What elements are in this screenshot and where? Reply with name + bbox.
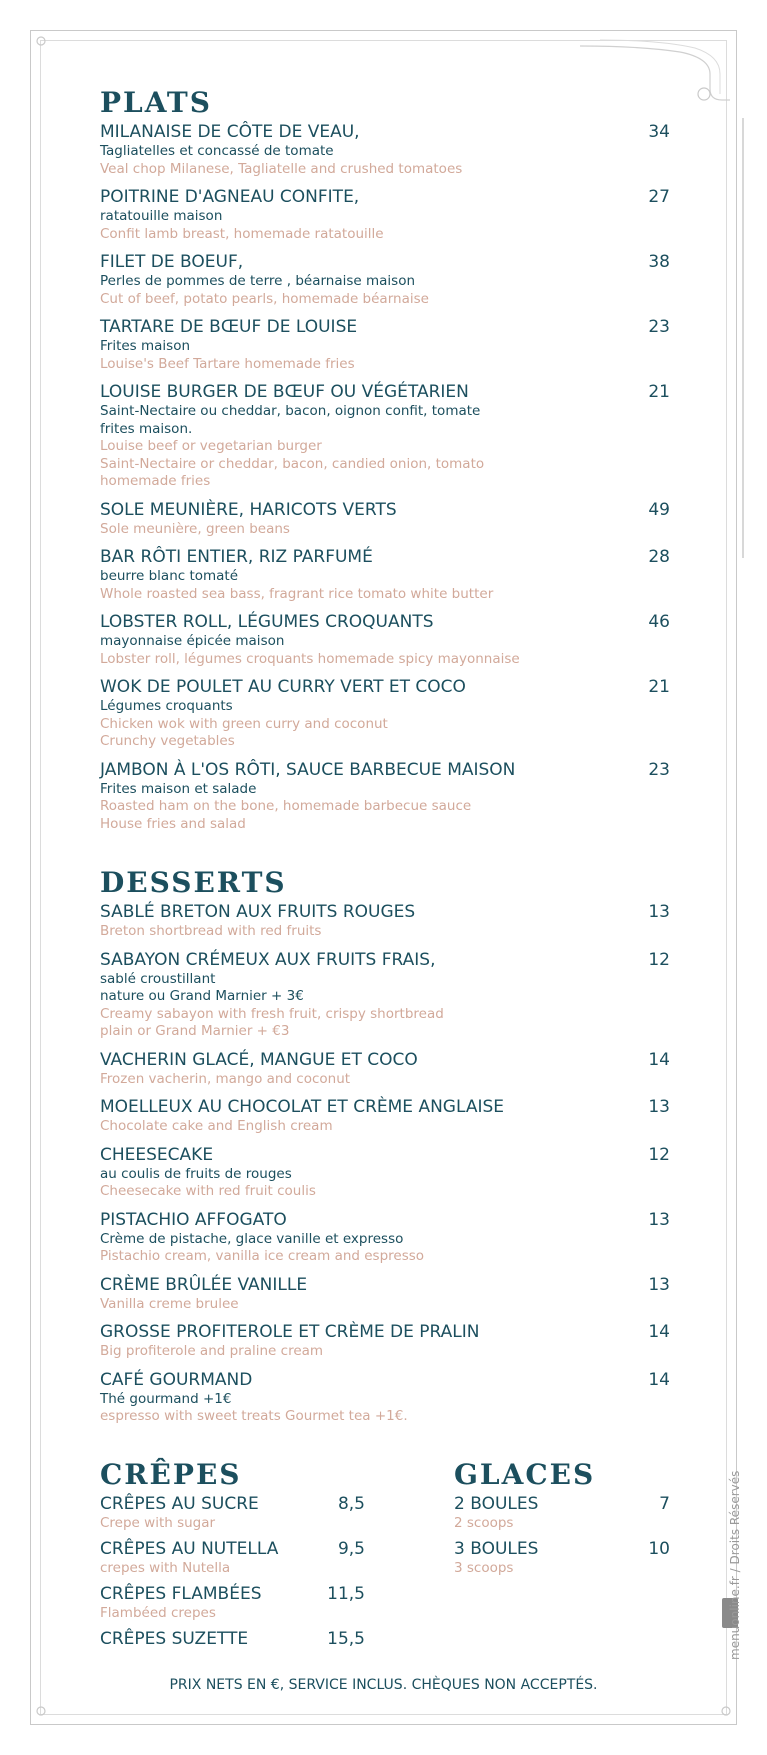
item-title: CRÊPES SUZETTE (100, 1629, 249, 1649)
menu-item (100, 252, 670, 308)
item-description: beurre blanc tomaté (100, 568, 239, 584)
menu-item (100, 382, 670, 491)
item-translation: House fries and salad (100, 815, 246, 832)
credit-text: menuonline.fr / Droits Réservés (728, 1470, 742, 1660)
item-title: MILANAISE DE CÔTE DE VEAU, (100, 122, 360, 142)
item-price: 13 (648, 1097, 670, 1117)
item-title: CAFÉ GOURMAND (100, 1369, 253, 1390)
item-title: LOBSTER ROLL, LÉGUMES CROQUANTS (100, 612, 434, 632)
item-translation: Roasted ham on the bone, homemade barbecue sauce (100, 798, 472, 814)
item-title: PISTACHIO AFFOGATO (100, 1209, 287, 1230)
item-translation: Whole roasted sea bass, fragrant rice tomato white butter (100, 585, 494, 602)
item-translation: Veal chop Milanese, Tagliatelle and crushed tomatoes (100, 160, 463, 177)
menu-item (100, 122, 670, 178)
item-price: 46 (648, 612, 670, 632)
item-description: Frites maison et salade (100, 780, 257, 797)
item-translation: crepes with Nutella (100, 1560, 231, 1576)
item-price: 23 (648, 759, 670, 780)
menu-item (100, 1629, 365, 1650)
item-price: 10 (648, 1539, 670, 1559)
item-price: 21 (648, 677, 670, 697)
item-title: GROSSE PROFITEROLE ET CRÈME DE PRALIN (100, 1322, 480, 1342)
menu-item (100, 612, 670, 668)
item-price: 27 (648, 187, 670, 207)
item-title: 3 BOULES (454, 1539, 539, 1559)
item-translation: Confit lamb breast, homemade ratatouille (100, 225, 384, 242)
item-translation: Saint-Nectaire or cheddar, bacon, candied onion, tomato (100, 455, 485, 472)
menu-item (100, 1275, 670, 1314)
menu-item (100, 187, 670, 243)
item-price: 8,5 (337, 1494, 365, 1514)
item-description: Légumes croquants (100, 698, 233, 714)
item-translation: Crepe with sugar (100, 1515, 216, 1531)
section-heading-desserts: DESSERTS (100, 866, 287, 899)
item-translation: Frozen vacherin, mango and coconut (100, 1070, 351, 1087)
item-price: 28 (648, 547, 670, 567)
item-translation: Creamy sabayon with fresh fruit, crispy shortbread (100, 1005, 444, 1022)
section-heading-plats: PLATS (100, 86, 212, 119)
item-translation: Lobster roll, légumes croquants homemade spicy mayonnaise (100, 650, 520, 667)
menu-item (100, 1539, 365, 1578)
menu-item (100, 1322, 670, 1361)
item-price: 7 (659, 1494, 670, 1514)
item-description: Saint-Nectaire ou cheddar, bacon, oignon confit, tomate (100, 403, 481, 419)
item-description: ratatouille maison (100, 208, 223, 224)
corner-ornament-top-left (28, 28, 78, 78)
item-translation: Louise beef or vegetarian burger (100, 438, 322, 454)
menu-item (100, 950, 670, 1041)
item-title: BAR RÔTI ENTIER, RIZ PARFUMÉ (100, 547, 373, 567)
item-description: Tagliatelles et concassé de tomate (100, 143, 334, 159)
item-title: CHEESECAKE (100, 1144, 214, 1165)
item-translation: Louise's Beef Tartare homemade fries (100, 355, 355, 372)
item-price: 49 (648, 499, 670, 520)
item-title: TARTARE DE BŒUF DE LOUISE (100, 317, 358, 337)
item-price: 21 (648, 382, 670, 402)
menu-item (454, 1494, 670, 1533)
item-title: FILET DE BOEUF, (100, 252, 244, 272)
item-translation: Chicken wok with green curry and coconut (100, 715, 388, 732)
item-description: mayonnaise épicée maison (100, 633, 285, 649)
menu-item (100, 1210, 670, 1266)
menu-item (100, 1097, 670, 1136)
item-price: 11,5 (327, 1584, 365, 1604)
item-title: SABAYON CRÉMEUX AUX FRUITS FRAIS, (100, 949, 436, 970)
item-price: 12 (648, 1144, 670, 1165)
menu-item (100, 500, 670, 539)
menu-item (100, 547, 670, 603)
item-translation: Vanilla creme brulee (100, 1295, 239, 1312)
item-title: LOUISE BURGER DE BŒUF OU VÉGÉTARIEN (100, 382, 469, 402)
item-price: 9,5 (337, 1539, 365, 1559)
item-translation: 3 scoops (454, 1560, 514, 1576)
item-price: 23 (648, 317, 670, 337)
item-translation: Sole meunière, green beans (100, 520, 290, 537)
item-translation: Crunchy vegetables (100, 733, 235, 749)
item-title: CRÊPES FLAMBÉES (100, 1584, 262, 1604)
menu-item (454, 1539, 670, 1578)
item-title: SOLE MEUNIÈRE, HARICOTS VERTS (100, 499, 397, 520)
item-price: 15,5 (327, 1629, 365, 1649)
item-price: 12 (648, 949, 670, 970)
item-translation: Flambéed crepes (100, 1605, 216, 1621)
item-title: JAMBON À L'OS RÔTI, SAUCE BARBECUE MAISON (100, 759, 516, 780)
section-heading-glaces: GLACES (454, 1458, 596, 1491)
item-title: 2 BOULES (454, 1494, 539, 1514)
item-translation: Pistachio cream, vanilla ice cream and espresso (100, 1248, 425, 1264)
menu-item (100, 1584, 365, 1623)
item-price: 13 (648, 1209, 670, 1230)
item-translation: espresso with sweet treats Gourmet tea +1€. (100, 1408, 408, 1424)
item-price: 14 (648, 1049, 670, 1070)
item-price: 13 (648, 902, 670, 922)
section-heading-crepes: CRÊPES (100, 1458, 242, 1491)
item-title: MOELLEUX AU CHOCOLAT ET CRÈME ANGLAISE (100, 1097, 505, 1117)
item-description: Crème de pistache, glace vanille et expresso (100, 1230, 404, 1247)
item-price: 14 (648, 1369, 670, 1390)
item-price: 34 (648, 122, 670, 142)
item-title: CRÊPES AU NUTELLA (100, 1539, 279, 1559)
menu-item (100, 677, 670, 751)
menu-item (100, 760, 670, 834)
item-description: nature ou Grand Marnier + 3€ (100, 988, 304, 1004)
menu-item (100, 902, 670, 941)
menu-item (100, 1494, 365, 1533)
item-translation: 2 scoops (454, 1515, 514, 1531)
item-title: VACHERIN GLACÉ, MANGUE ET COCO (100, 1049, 418, 1070)
menu-item (100, 1145, 670, 1201)
item-description: Perles de pommes de terre , béarnaise maison (100, 273, 416, 289)
menu-item (100, 1370, 670, 1426)
item-title: CRÊPES AU SUCRE (100, 1494, 259, 1514)
item-price: 13 (648, 1274, 670, 1295)
menu-item (100, 317, 670, 373)
item-translation: Big profiterole and praline cream (100, 1343, 324, 1359)
item-description: Frites maison (100, 338, 191, 354)
item-description: sablé croustillant (100, 970, 216, 987)
item-title: WOK DE POULET AU CURRY VERT ET COCO (100, 677, 466, 697)
decorative-rule (742, 118, 744, 558)
item-translation: Cheesecake with red fruit coulis (100, 1183, 316, 1199)
footer-note: PRIX NETS EN €, SERVICE INCLUS. CHÈQUES NON ACCEPTÉS. (169, 1677, 598, 1693)
item-description: frites maison. (100, 420, 193, 437)
item-price: 38 (648, 252, 670, 272)
item-translation: homemade fries (100, 473, 211, 489)
menu-item (100, 1050, 670, 1089)
item-description: Thé gourmand +1€ (100, 1390, 232, 1407)
item-price: 14 (648, 1322, 670, 1342)
item-translation: Breton shortbread with red fruits (100, 923, 322, 939)
item-description: au coulis de fruits de rouges (100, 1165, 292, 1182)
item-title: POITRINE D'AGNEAU CONFITE, (100, 187, 360, 207)
item-translation: plain or Grand Marnier + €3 (100, 1023, 290, 1039)
corner-ornament-top-right (580, 34, 740, 124)
item-translation: Cut of beef, potato pearls, homemade béarnaise (100, 290, 429, 307)
item-title: CRÈME BRÛLÉE VANILLE (100, 1274, 308, 1295)
item-translation: Chocolate cake and English cream (100, 1118, 333, 1134)
item-title: SABLÉ BRETON AUX FRUITS ROUGES (100, 902, 416, 922)
